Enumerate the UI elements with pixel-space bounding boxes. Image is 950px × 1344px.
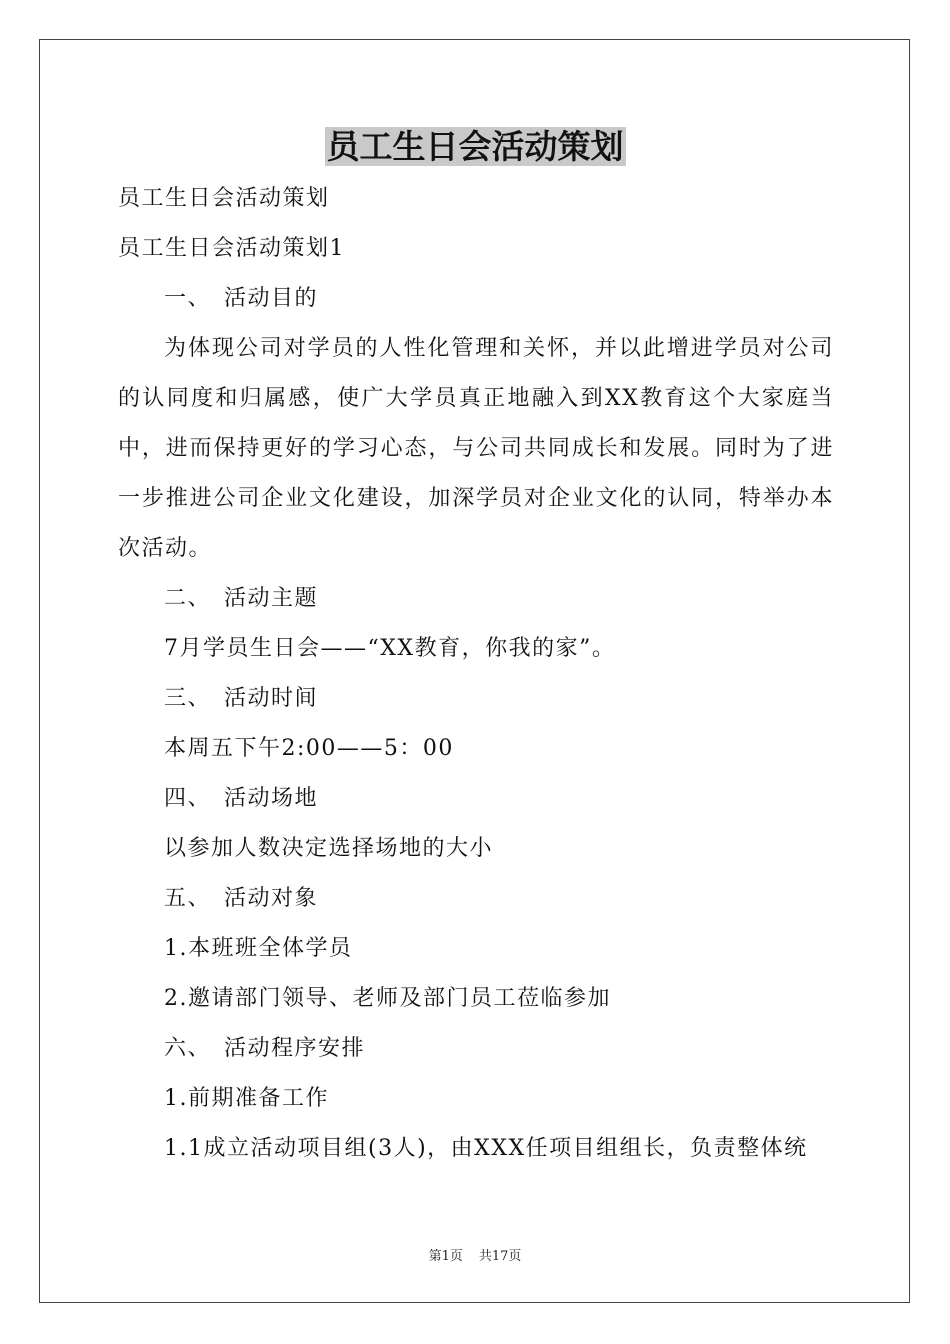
line-theme: 7月学员生日会——“XX教育，你我的家”。 <box>164 636 616 661</box>
document-subtitle: 员工生日会活动策划 <box>118 186 330 211</box>
heading-text: 活动目的 <box>224 286 319 311</box>
line-preparation: 1.前期准备工作 <box>164 1086 329 1111</box>
document-body <box>118 174 834 1174</box>
heading-number: 四、 <box>164 786 212 811</box>
heading-text: 活动程序安排 <box>224 1036 366 1061</box>
document-title <box>0 124 950 170</box>
heading-time <box>118 674 834 724</box>
page-number: 第1页 <box>428 1249 463 1264</box>
document-title-text: 员工生日会活动策划 <box>326 127 624 166</box>
line-venue: 以参加人数决定选择场地的大小 <box>164 836 494 861</box>
line-project-group: 1.1成立活动项目组(3人)，由XXX任项目组组长，负责整体统 <box>164 1136 808 1161</box>
heading-text: 活动时间 <box>224 686 319 711</box>
line-audience-1: 1.本班班全体学员 <box>164 936 353 961</box>
heading-purpose <box>118 274 834 324</box>
heading-theme <box>118 574 834 624</box>
heading-text: 活动场地 <box>224 786 319 811</box>
heading-schedule <box>118 1024 834 1074</box>
paragraph-purpose: 为体现公司对学员的人性化管理和关怀，并以此增进学员对公司的认同度和归属感，使广大学员真正地融入到XX教育这个大家庭当中，进而保持更好的学习心态，与公司共同成长和发展。同时为了进一步推进公司企业文化建设，加深学员对企业文化的认同，特举办本次活动。 <box>118 336 834 561</box>
heading-venue <box>118 774 834 824</box>
heading-number: 二、 <box>164 586 212 611</box>
line-audience-2: 2.邀请部门领导、老师及部门员工莅临参加 <box>164 986 611 1011</box>
heading-number: 五、 <box>164 886 212 911</box>
page-total: 共17页 <box>478 1249 522 1264</box>
page-footer <box>0 1245 950 1264</box>
heading-text: 活动对象 <box>224 886 319 911</box>
heading-audience <box>118 874 834 924</box>
heading-text: 活动主题 <box>224 586 319 611</box>
section-title: 员工生日会活动策划1 <box>118 236 345 261</box>
heading-number: 六、 <box>164 1036 212 1061</box>
heading-number: 三、 <box>164 686 212 711</box>
heading-number: 一、 <box>164 286 212 311</box>
line-time: 本周五下午2:00——5：00 <box>164 736 454 761</box>
